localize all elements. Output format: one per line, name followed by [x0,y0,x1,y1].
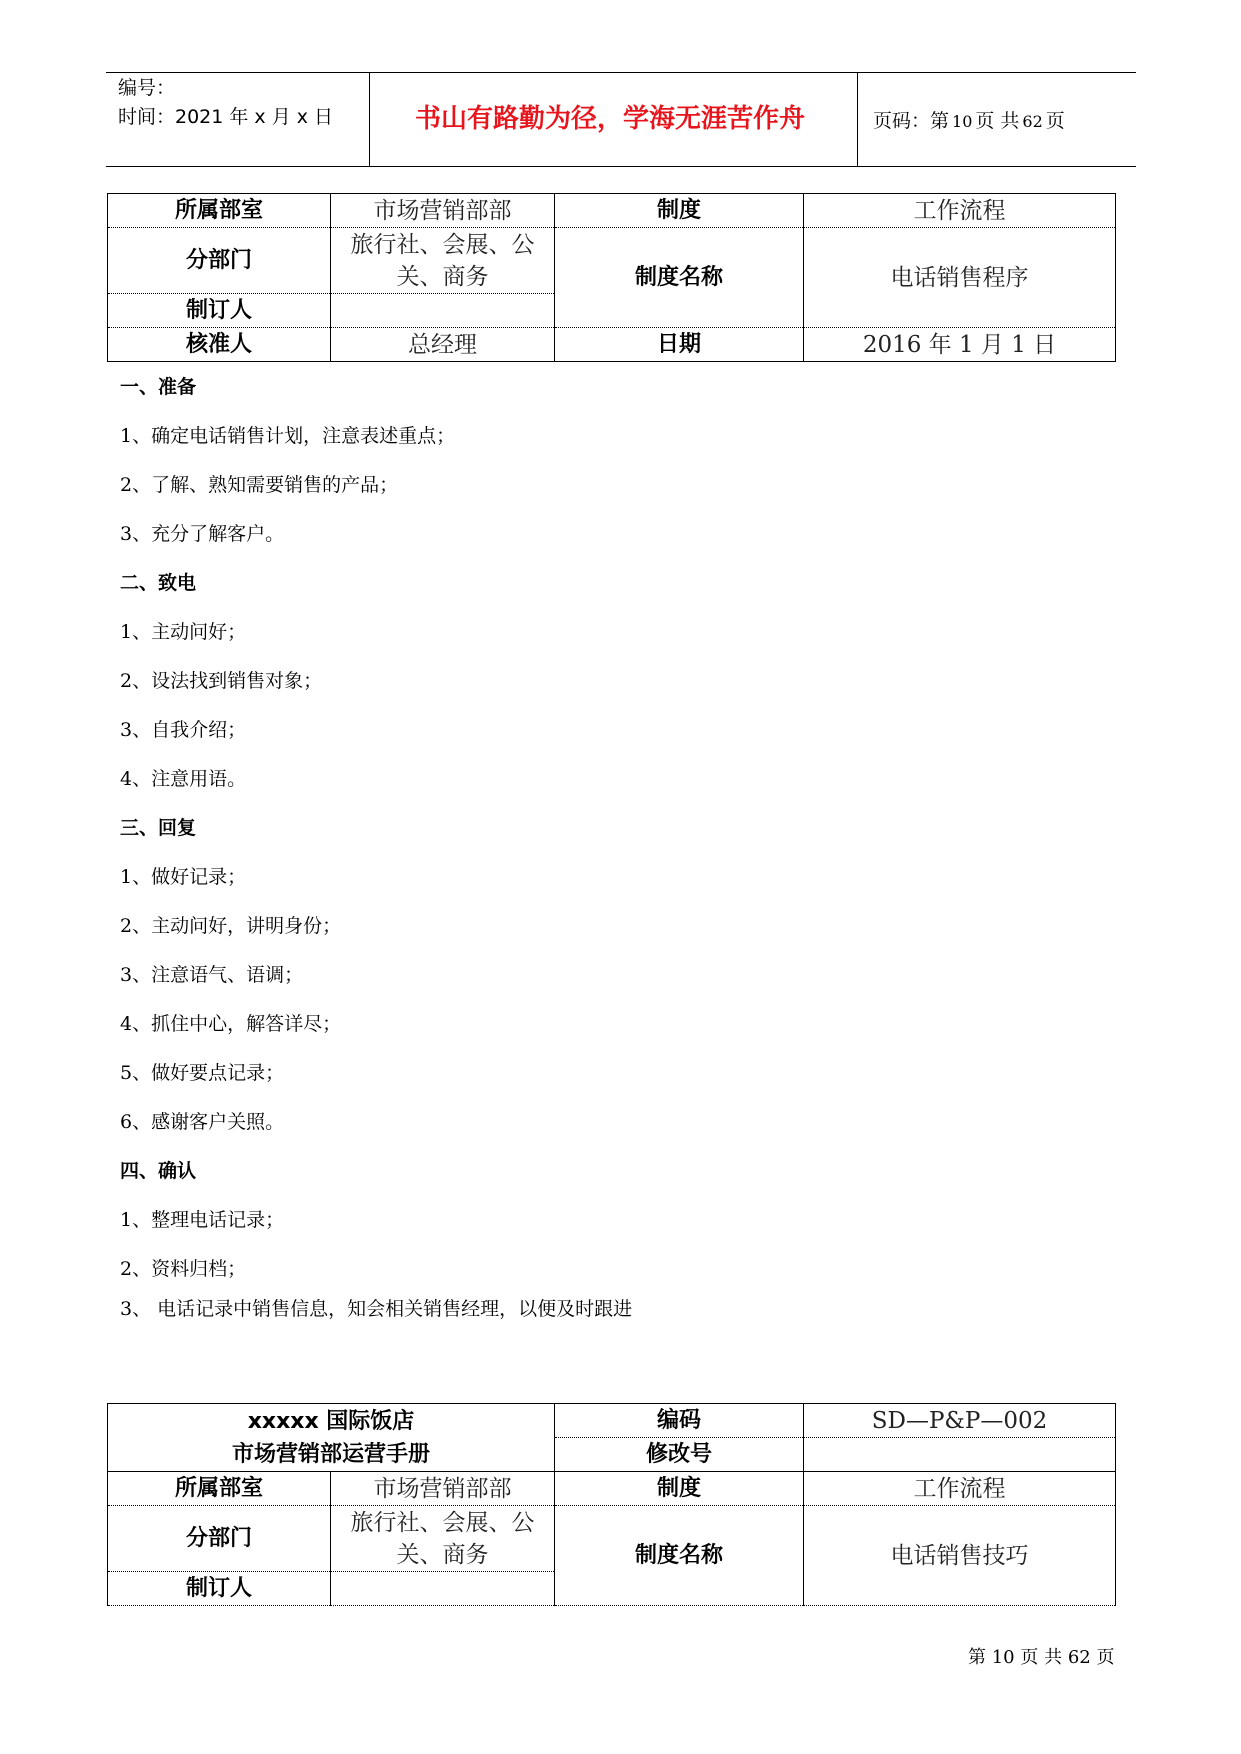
list-item: 5、做好要点记录； [120,1062,285,1084]
page-mid: 页 共 [975,110,1020,132]
system-value: 工作流程 [804,194,1116,228]
list-item: 3、充分了解客户。 [120,523,285,545]
section-title: 一、准备 [120,376,197,398]
section-4 [120,1156,1120,1343]
system-label: 制度 [555,1472,804,1506]
list-item: 1、做好记录； [120,866,247,888]
manual-name: 市场营销部运营手册 [232,1441,431,1467]
system-name-value: 电话销售技巧 [804,1506,1116,1606]
system-name-label: 制度名称 [555,228,804,328]
hotel-name: xxxxx 国际饭店 [247,1408,415,1434]
footer-current: 10 [991,1647,1015,1668]
header-top-rule [106,72,1136,73]
dept-label: 所属部室 [108,1472,331,1506]
revision-value [804,1438,1116,1472]
manual-title-cell [108,1404,555,1472]
author-label: 制订人 [108,1572,331,1606]
procedure-content [120,372,1120,1343]
section-title: 二、致电 [120,572,197,594]
manual-info-table [107,1403,1116,1606]
system-name-label: 制度名称 [555,1506,804,1606]
author-value [331,294,555,328]
section-1 [120,372,1120,568]
list-item: 4、抓住中心，解答详尽； [120,1013,342,1035]
approver-label: 核准人 [108,328,331,362]
section-title: 四、确认 [120,1160,197,1182]
system-label: 制度 [555,194,804,228]
footer-suffix: 页 [1096,1647,1115,1668]
footer-prefix: 第 [968,1647,986,1668]
list-item: 1、整理电话记录； [120,1209,285,1231]
subdept-value: 旅行社、会展、公关、商务 [331,1506,555,1572]
list-item: 3、自我介绍； [120,719,247,741]
list-item: 2、资料归档； [120,1258,247,1280]
header-divider-right [857,72,858,166]
code-label: 编码 [555,1404,804,1438]
header-motto: 书山有路勤为径，学海无涯苦作舟 [414,104,805,134]
subdept-value: 旅行社、会展、公关、商务 [331,228,555,294]
dept-value: 市场营销部部 [331,194,555,228]
page-prefix: 页码：第 [873,110,950,132]
dept-label: 所属部室 [108,194,331,228]
header-bottom-rule [106,166,1136,167]
system-value: 工作流程 [804,1472,1116,1506]
list-item: 6、感谢客户关照。 [120,1111,285,1133]
subdept-label: 分部门 [108,228,331,294]
revision-label: 修改号 [555,1438,804,1472]
date-value: 2016 年 1 月 1 日 [804,328,1116,362]
author-label: 制订人 [108,294,331,328]
serial-label: 编号： [118,77,176,99]
list-item: 1、确定电话销售计划，注意表述重点； [120,425,456,447]
footer-total: 62 [1067,1647,1091,1668]
footer-mid: 页 共 [1020,1647,1063,1668]
page-suffix: 页 [1045,110,1065,132]
procedure-info-table [107,193,1116,362]
list-item: 4、注意用语。 [120,768,247,790]
approver-value: 总经理 [331,328,555,362]
section-title: 三、回复 [120,817,197,839]
page-current: 10 [952,112,973,131]
header-meta [118,74,333,132]
header-page-number [873,106,1065,133]
code-value: SD—P&P—002 [804,1404,1116,1438]
section-3 [120,813,1120,1156]
author-value [331,1572,555,1606]
subdept-label: 分部门 [108,1506,331,1572]
page-total: 62 [1022,112,1043,131]
list-item: 2、了解、熟知需要销售的产品； [120,474,399,496]
section-2 [120,568,1120,813]
system-name-value: 电话销售程序 [804,228,1116,328]
dept-value: 市场营销部部 [331,1472,555,1506]
list-item: 2、主动问好，讲明身份； [120,915,342,937]
time-label: 时间：2021 年 x 月 x 日 [118,106,334,128]
list-item: 2、设法找到销售对象； [120,670,323,692]
footer-page-number [968,1643,1114,1669]
list-item: 3、注意语气、语调； [120,964,304,986]
list-item: 3、 电话记录中销售信息，知会相关销售经理，以便及时跟进 [120,1298,633,1320]
list-item: 1、主动问好； [120,621,247,643]
date-label: 日期 [555,328,804,362]
